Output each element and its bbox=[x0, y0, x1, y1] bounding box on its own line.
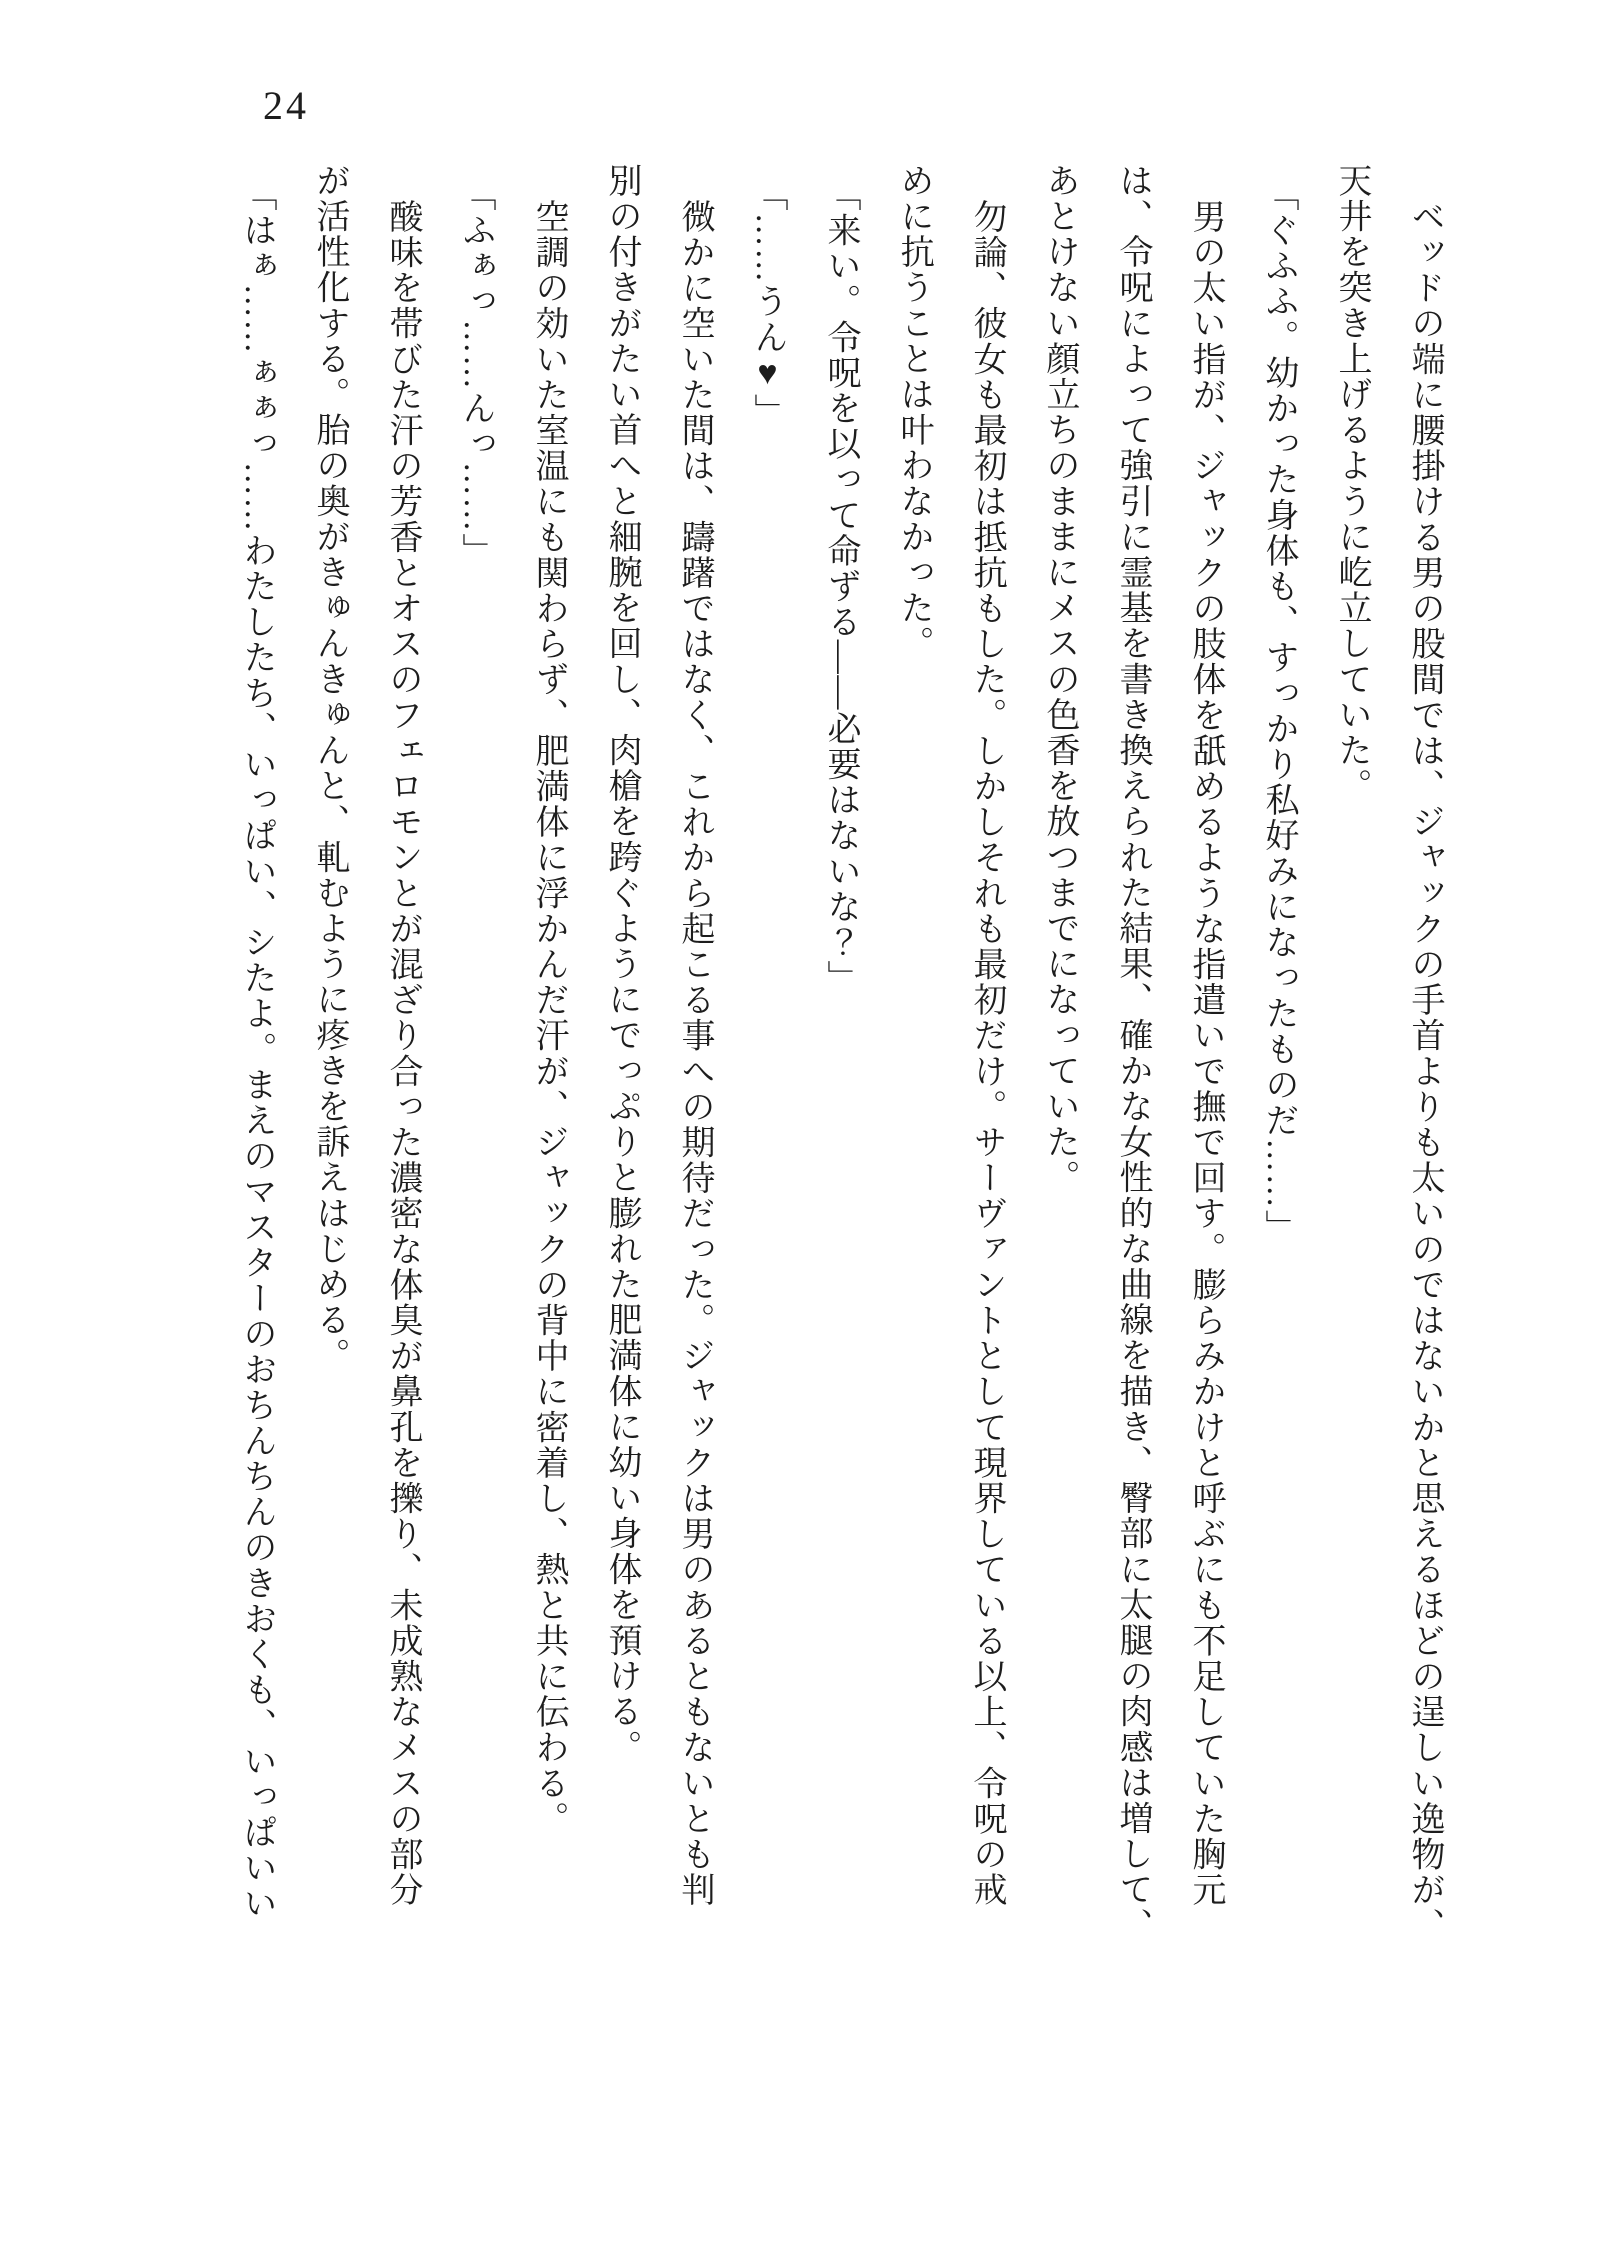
text-column: 「ふぁっ……んっ……」 bbox=[457, 177, 494, 569]
text-column: 天井を突き上げるように屹立していた。 bbox=[1333, 163, 1370, 804]
text-column: 空調の効いた室温にも関わらず、肥満体に浮かんだ汗が、ジャックの背中に密着し、熱と共に伝わる。 bbox=[530, 199, 567, 1837]
text-column: 男の太い指が、ジャックの肢体を舐めるような指遣いで撫で回す。膨らみかけと呼ぶにも不足していた胸元 bbox=[1187, 199, 1224, 1908]
text-column: 酸味を帯びた汗の芳香とオスのフェロモンとが混ざり合った濃密な体臭が鼻孔を擽り、未成熟なメスの部分 bbox=[384, 199, 421, 1908]
text-column: 微かに空いた間は、躊躇ではなく、これから起こる事への期待だった。ジャックは男のあるともないとも判 bbox=[676, 199, 713, 1908]
text-block bbox=[220, 163, 1461, 1955]
text-column: は、令呪によって強引に霊基を書き換えられた結果、確かな女性的な曲線を描き、臀部に太腿の肉感は増して、 bbox=[1114, 163, 1151, 1943]
text-column: あとけない顔立ちのままにメスの色香を放つまでになっていた。 bbox=[1041, 163, 1078, 1196]
text-column: 「来い。令呪を以って命ずる――必要はないな？」 bbox=[822, 177, 859, 996]
text-column: 「はぁ……ぁぁっ……わたしたち、いっぱい、シたよ。まえのマスターのおちんちんのきおくも、いっぱいい bbox=[238, 177, 275, 1922]
text-column: 勿論、彼女も最初は抵抗もした。しかしそれも最初だけ。サーヴァントとして現界している以上、令呪の戒 bbox=[968, 199, 1005, 1908]
text-column: 「ぐふふ。幼かった身体も、すっかり私好みになったものだ……」 bbox=[1260, 177, 1297, 1245]
page-number: 24 bbox=[263, 83, 309, 128]
text-column: が活性化する。胎の奥がきゅんきゅんと、軋むように疼きを訴えはじめる。 bbox=[311, 163, 348, 1374]
text-column: めに抗うことは叶わなかった。 bbox=[895, 163, 932, 662]
text-column: 別の付きがたい首へと細腕を回し、肉槍を跨ぐようにでっぷりと膨れた肥満体に幼い身体を預ける。 bbox=[603, 163, 640, 1765]
text-column: ベッドの端に腰掛ける男の股間では、ジャックの手首よりも太いのではないかと思えるほどの逞しい逸物が、 bbox=[1406, 199, 1443, 1944]
text-column: 「……うん♥」 bbox=[749, 177, 786, 430]
